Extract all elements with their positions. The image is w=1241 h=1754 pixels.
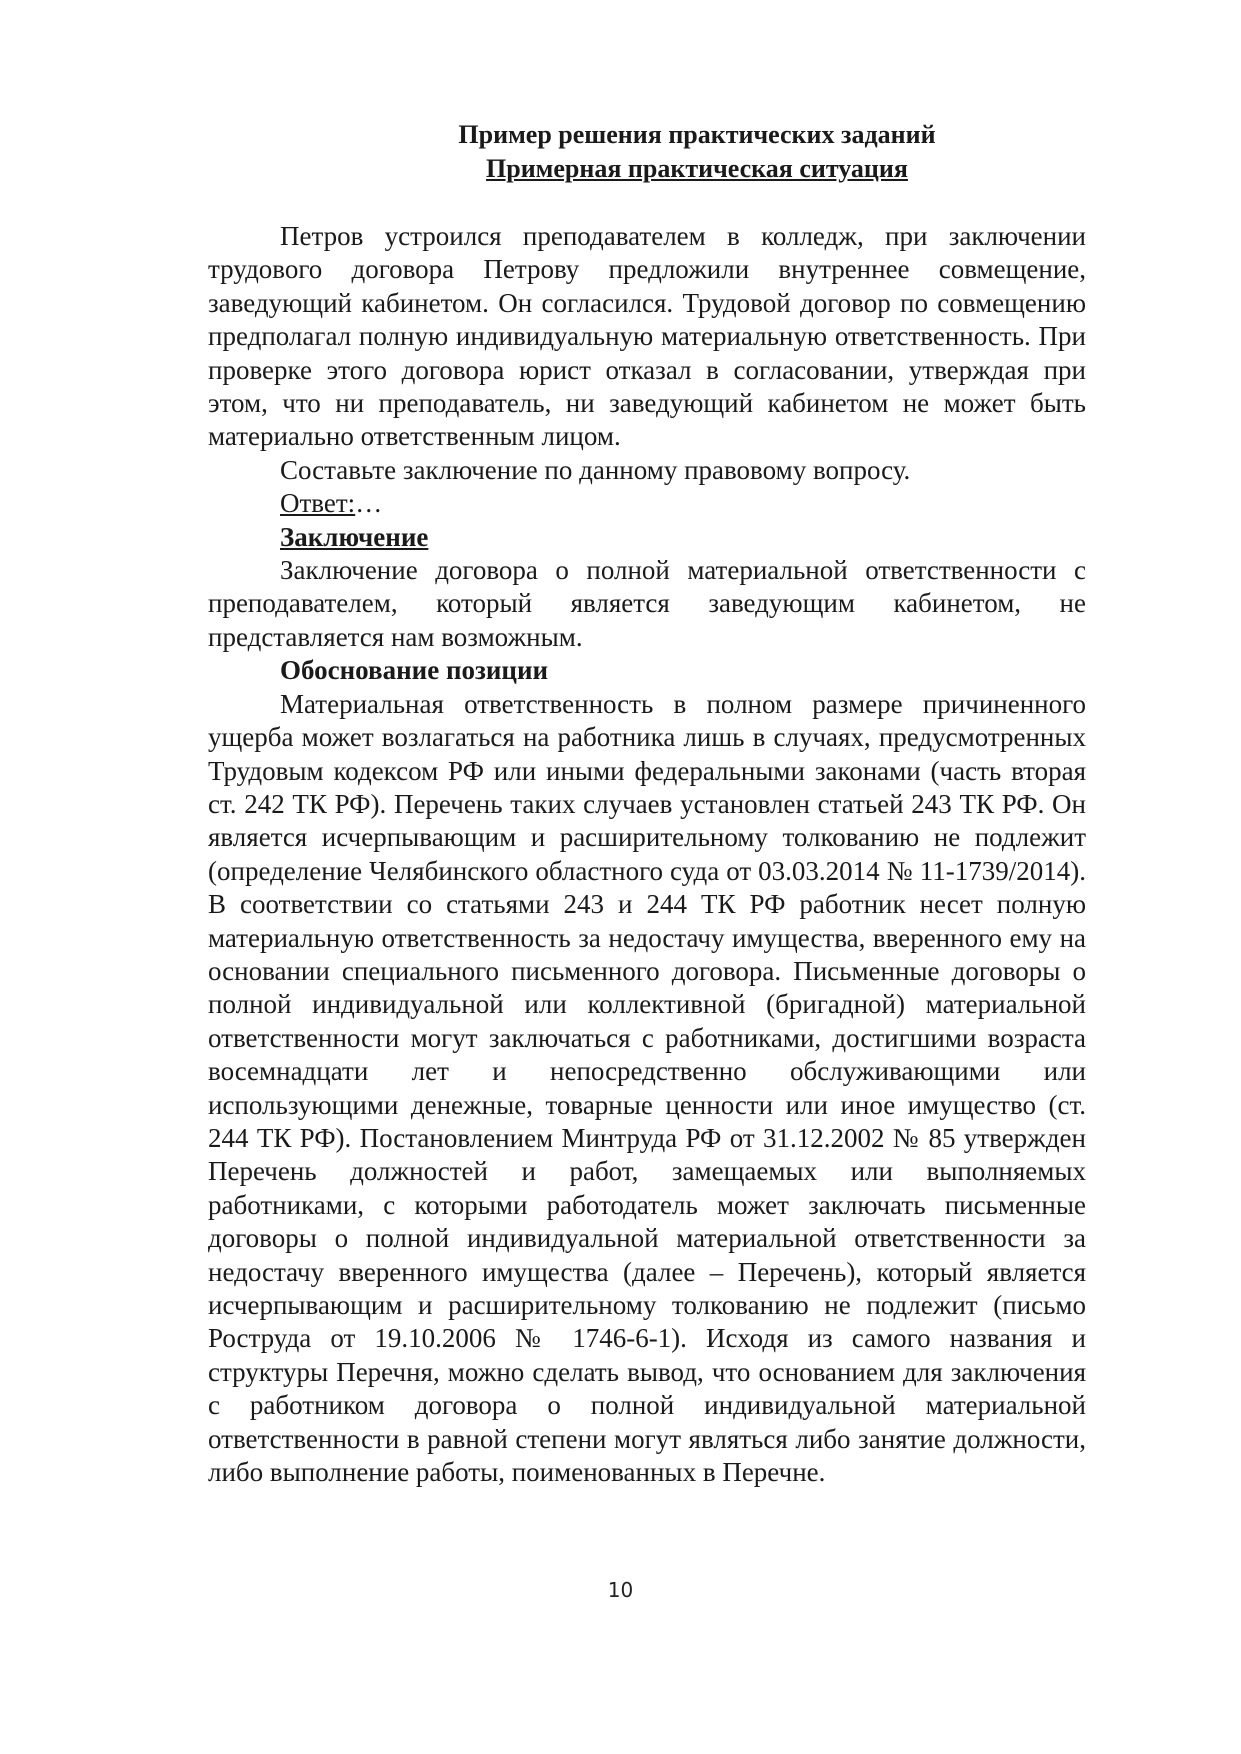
answer-label: Ответ: [280,488,356,519]
situation-paragraph: Петров устроился преподавателем в колледж, при заключении трудового договора Петрову предложили внутреннее совмещение, заведующий кабинетом. Он согласился. Трудовой договор по совмещению предполагал полную индивидуальную материальную ответственность. При проверке этого договора юрист отказал в согласовании, утверждая при этом, что ни преподаватель, ни заведующий кабинетом не может быть материально ответственным лицом. [208,221,1086,452]
justification-heading: Обоснование позиции [280,655,549,686]
conclusion-heading: Заключение [280,521,429,552]
document-subtitle: Примерная практическая ситуация [486,154,908,183]
document-page [208,118,1086,1489]
document-title: Пример решения практических заданий [458,120,936,149]
answer-line [208,487,1086,520]
spacer [208,186,1086,220]
conclusion-heading-line [208,521,1086,554]
conclusion-paragraph: Заключение договора о полной материальной ответственности с преподавателем, который является заведующим кабинетом, не представляется нам возможным. [208,555,1086,652]
page-number: 10 [607,1578,634,1602]
justification-paragraph: Материальная ответственность в полном размере причиненного ущерба может возлагаться на работника лишь в случаях, предусмотренных Трудовым кодексом РФ или иными федеральными законами (часть вторая ст. 242 ТК РФ). Перечень таких случаев установлен статьей 243 ТК РФ. Он является исчерпывающим и расширительному толкованию не подлежит (определение Челябинского областного суда от 03.03.2014 № 11-1739/2014). В соответствии со статьями 243 и 244 ТК РФ работник несет полную материальную ответственность за недостачу имущества, вверенного ему на основании специального письменного договора. Письменные договоры о полной индивидуальной или коллективной (бригадной) материальной ответственности могут заключаться с работниками, достигшими возраста восемнадцати лет и непосредственно обслуживающими или использующими денежные, товарные ценности или иное имущество (ст. 244 ТК РФ). Постановлением Минтруда РФ от 31.12.2002 № 85 утвержден Перечень должностей и работ, замещаемых или выполняемых работниками, с которыми работодатель может заключать письменные договоры о полной индивидуальной материальной ответственности за недостачу вверенного имущества (далее – Перечень), который является исчерпывающим и расширительному толкованию не подлежит (письмо Роструда от 19.10.2006 № 1746-6-1). Исходя из самого названия и структуры Перечня, можно сделать вывод, что основанием для заключения с работником договора о полной индивидуальной материальной ответственности в равной степени могут являться либо занятие должности, либо выполнение работы, поименованных в Перечне. [208,688,1086,1488]
answer-ellipsis: … [355,488,383,519]
task-line: Составьте заключение по данному правовому вопросу. [280,454,911,485]
justification-heading-line [208,654,1086,687]
